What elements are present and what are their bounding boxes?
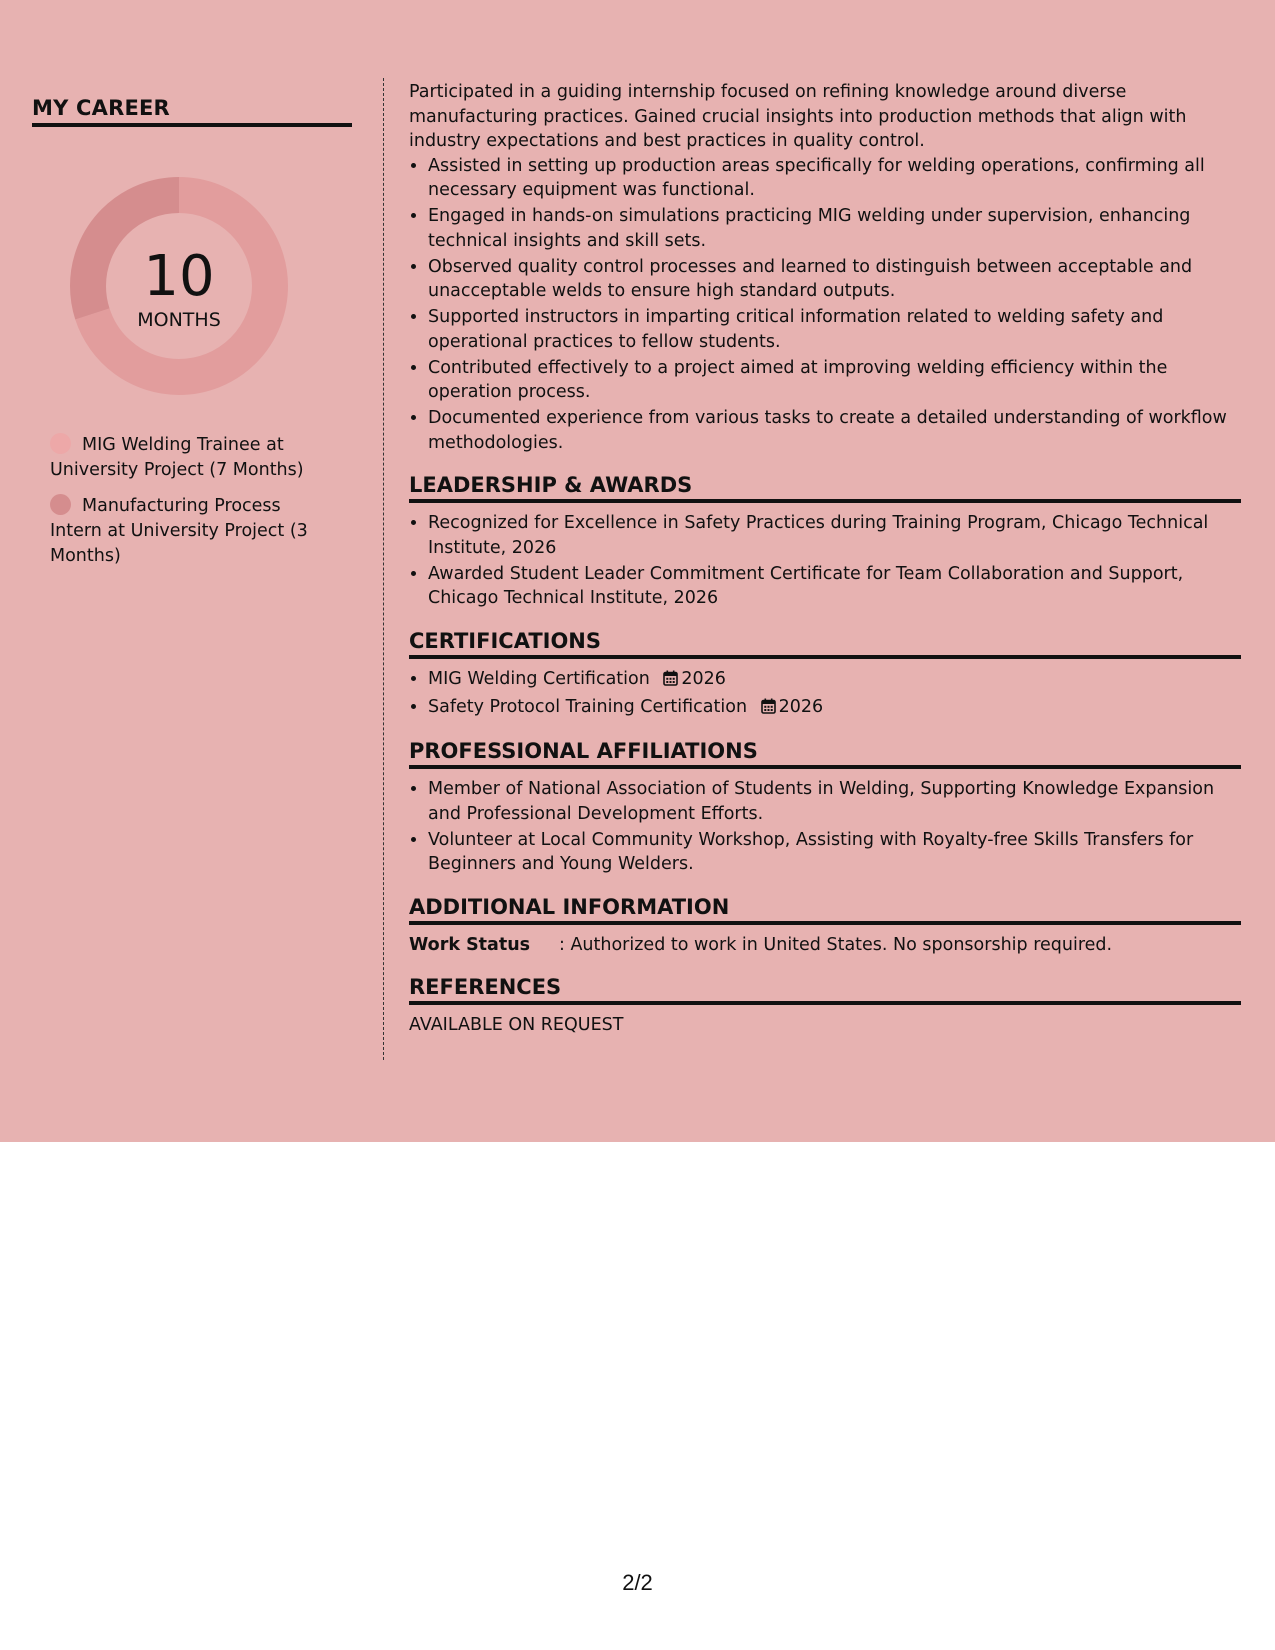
list-item: • Observed quality control processes and learned to distinguish between acceptable and unacceptable welds to ensure high standard outputs.	[428, 255, 1241, 304]
certifications-list	[409, 667, 1241, 722]
leadership-list	[409, 511, 1241, 611]
list-item: • Documented experience from various tasks to create a detailed understanding of workflow methodologies.	[428, 406, 1241, 455]
certification-name: Safety Protocol Training Certification	[428, 696, 748, 717]
work-status-row	[409, 933, 1241, 957]
list-item: • Supported instructors in imparting critical information related to welding safety and operational practices to fellow students.	[428, 305, 1241, 354]
certification-year: 2026	[778, 696, 824, 717]
certification-item	[428, 667, 1241, 694]
legend-dot-2	[50, 494, 71, 515]
list-item: • Contributed effectively to a project aimed at improving welding efficiency within the operation process.	[428, 356, 1241, 405]
list-item: • Volunteer at Local Community Workshop, Assisting with Royalty-free Skills Transfers for Beginners and Young Welders.	[428, 828, 1241, 877]
leadership-heading: LEADERSHIP & AWARDS	[409, 473, 1241, 503]
references-heading: REFERENCES	[409, 975, 1241, 1005]
list-item: • Member of National Association of Students in Welding, Supporting Knowledge Expansion and Professional Development Efforts.	[428, 777, 1241, 826]
career-legend	[32, 433, 322, 569]
certification-year: 2026	[681, 668, 726, 689]
certification-item	[428, 695, 1241, 722]
work-status-value: : Authorized to work in United States. No sponsorship required.	[559, 934, 1113, 955]
affiliations-heading: PROFESSIONAL AFFILIATIONS	[409, 739, 1241, 769]
references-text: AVAILABLE ON REQUEST	[409, 1014, 624, 1035]
donut-center	[66, 173, 292, 399]
list-item: • Assisted in setting up production areas specifically for welding operations, confirming all necessary equipment was functional.	[428, 154, 1241, 203]
legend-item	[50, 494, 322, 569]
main-content	[409, 80, 1241, 1037]
calendar-icon	[663, 669, 678, 694]
column-divider	[383, 78, 384, 1060]
legend-label: Manufacturing Process Intern at University Project (3 Months)	[50, 496, 308, 566]
list-item: • Engaged in hands-on simulations practicing MIG welding under supervision, enhancing technical insights and skill sets.	[428, 204, 1241, 253]
career-donut-chart	[66, 173, 292, 399]
career-sidebar	[32, 96, 352, 580]
list-item: • Awarded Student Leader Commitment Certificate for Team Collaboration and Support, Chicago Technical Institute, 2026	[428, 562, 1241, 611]
career-heading: MY CAREER	[32, 96, 352, 127]
experience-bullets	[409, 154, 1241, 456]
page-number: 2/2	[622, 1570, 653, 1595]
work-status-label: Work Status	[409, 934, 531, 955]
legend-item	[50, 433, 322, 483]
affiliations-list	[409, 777, 1241, 877]
experience-intro: Participated in a guiding internship focused on refining knowledge around diverse manufacturing practices. Gained crucial insights into production methods that align with industry expectations and best practices in quality control.	[409, 82, 1187, 151]
certifications-heading: CERTIFICATIONS	[409, 629, 1241, 659]
legend-label: MIG Welding Trainee at University Project (7 Months)	[50, 435, 304, 480]
additional-info-heading: ADDITIONAL INFORMATION	[409, 895, 1241, 925]
calendar-icon	[761, 697, 776, 722]
certification-name: MIG Welding Certification	[428, 668, 650, 689]
legend-dot-1	[50, 433, 71, 454]
career-total-value: 10	[143, 244, 215, 309]
career-total-unit: MONTHS	[137, 309, 221, 331]
list-item: • Recognized for Excellence in Safety Practices during Training Program, Chicago Technical Institute, 2026	[428, 511, 1241, 560]
